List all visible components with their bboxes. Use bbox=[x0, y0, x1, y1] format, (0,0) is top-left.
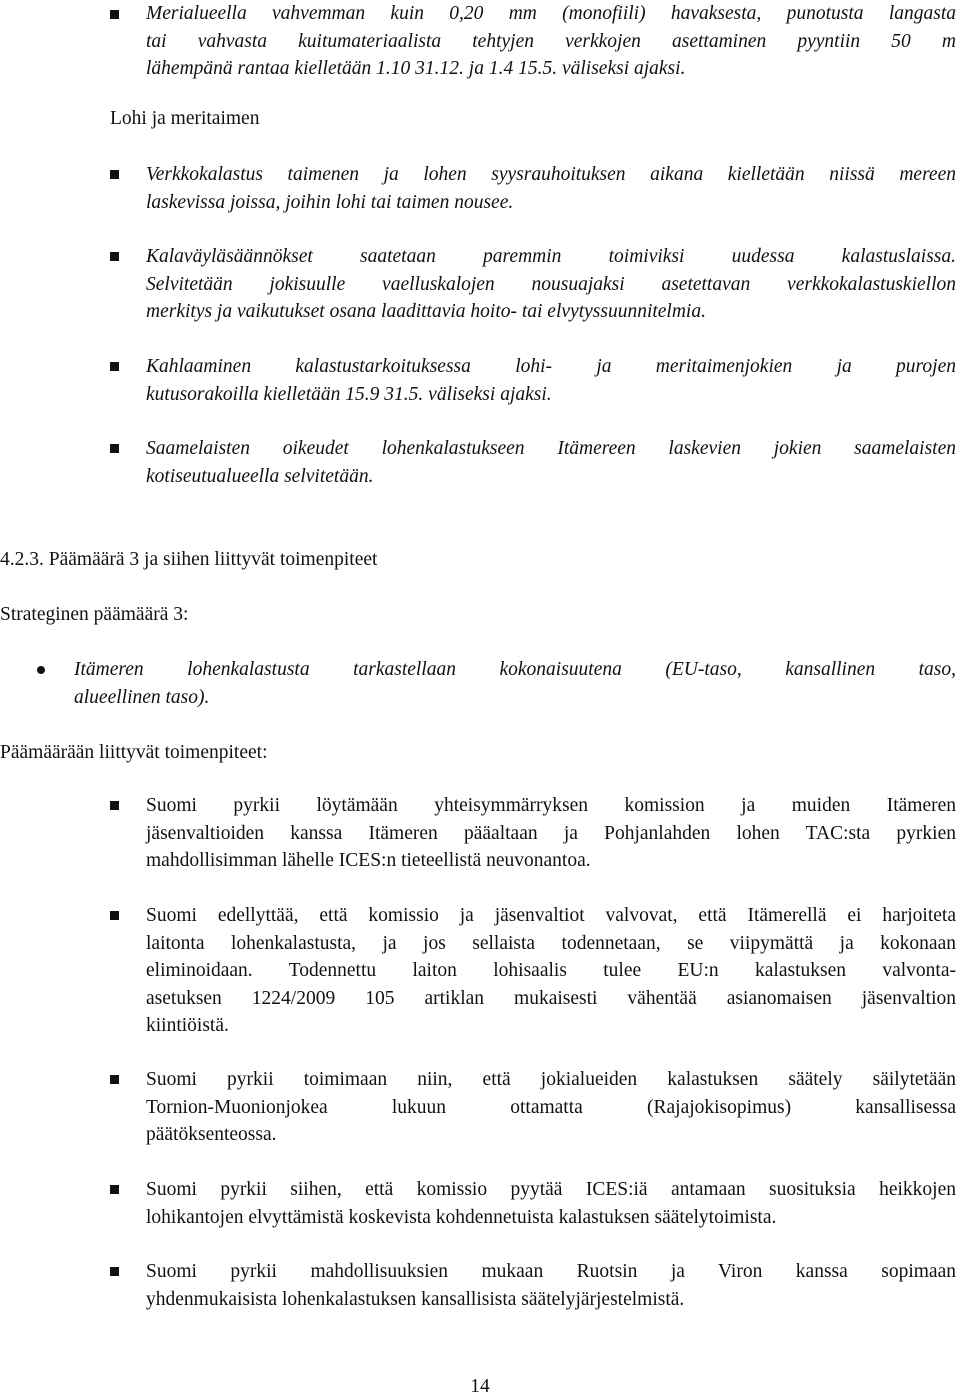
bullet-line: jäsenvaltioiden kanssa Itämeren pääaltaan ja Pohjanlahden lohen TAC:sta pyrkien bbox=[146, 822, 956, 844]
bullet-square-icon bbox=[110, 444, 119, 453]
bullet-line: lohikantojen elvyttämistä koskevista kohdennetuista kalastuksen säätelytoimista. bbox=[146, 1206, 777, 1228]
bullet-square-icon bbox=[110, 362, 119, 371]
measure-paragraph bbox=[146, 1258, 956, 1313]
bullet-line: Verkkokalastus taimenen ja lohen syysrauhoituksen aikana kielletään niissä mereen bbox=[146, 164, 956, 185]
page-number: 14 bbox=[470, 1376, 490, 1397]
bullet-line: lähempänä rantaa kielletään 1.10 31.12. ja 1.4 15.5. väliseksi ajaksi. bbox=[146, 58, 686, 80]
bullet-square-icon bbox=[110, 252, 119, 261]
bullet-line: laskevissa joissa, joihin lohi tai taimen nousee. bbox=[146, 191, 514, 213]
bullet-line: asetuksen 1224/2009 105 artiklan mukaisesti vähentää asianomaisen jäsenvaltion bbox=[146, 987, 956, 1009]
bullet-line: eliminoidaan. Todennettu laiton lohisaalis tulee EU:n kalastuksen valvonta- bbox=[146, 960, 956, 982]
bullet-paragraph bbox=[146, 161, 956, 216]
bullet-square-icon bbox=[110, 1075, 119, 1084]
bullet-line: päätöksenteossa. bbox=[146, 1124, 277, 1146]
strategic-goal-label: Strateginen päämäärä 3: bbox=[0, 604, 189, 625]
bullet-line: Itämeren lohenkalastusta tarkastellaan kokonaisuutena (EU-taso, kansallinen taso, bbox=[74, 659, 956, 680]
strategic-goal-bullet bbox=[74, 656, 956, 711]
bullet-line: yhdenmukaisista lohenkalastuksen kansallisista säätelyjärjestelmistä. bbox=[146, 1288, 685, 1310]
section-heading: 4.2.3. Päämäärä 3 ja siihen liittyvät toimenpiteet bbox=[0, 549, 378, 570]
bullet-line: merkitys ja vaikutukset osana laadittavia hoito- tai elvytyssuunnitelmia. bbox=[146, 301, 706, 323]
bullet-square-icon bbox=[110, 911, 119, 920]
bullet-line: Suomi pyrkii löytämään yhteisymmärryksen komission ja muiden Itämeren bbox=[146, 795, 956, 816]
bullet-paragraph bbox=[146, 435, 956, 490]
bullet-square-icon bbox=[110, 1185, 119, 1194]
bullet-line: Suomi pyrkii toimimaan niin, että jokialueiden kalastuksen säätely säilytetään bbox=[146, 1069, 956, 1090]
measure-paragraph bbox=[146, 792, 956, 875]
bullet-line: kiintiöistä. bbox=[146, 1015, 229, 1037]
bullet-line: Suomi edellyttää, että komissio ja jäsenvaltiot valvovat, että Itämerellä ei harjoiteta bbox=[146, 905, 956, 926]
bullet-line: Saamelaisten oikeudet lohenkalastukseen Itämereen laskevien jokien saamelaisten bbox=[146, 438, 956, 459]
bullet-line: Selvitetään jokisuulle vaelluskalojen nousuajaksi asetettavan verkkokalastuskiellon bbox=[146, 273, 956, 295]
bullet-line: Tornion-Muonionjokea lukuun ottamatta (Rajajokisopimus) kansallisessa bbox=[146, 1096, 956, 1118]
bullet-line: alueellinen taso). bbox=[74, 686, 210, 708]
bullet-line: kutusorakoilla kielletään 15.9 31.5. väliseksi ajaksi. bbox=[146, 383, 552, 405]
bullet-dot-icon bbox=[37, 666, 45, 674]
bullet-line: Suomi pyrkii siihen, että komissio pyytää ICES:iä antamaan suosituksia heikkojen bbox=[146, 1179, 956, 1200]
measure-paragraph bbox=[146, 902, 956, 1040]
bullet-square-icon bbox=[110, 1267, 119, 1276]
measures-label: Päämäärään liittyvät toimenpiteet: bbox=[0, 742, 268, 763]
bullet-square-icon bbox=[110, 801, 119, 810]
bullet-line: Suomi pyrkii mahdollisuuksien mukaan Ruotsin ja Viron kanssa sopimaan bbox=[146, 1261, 956, 1282]
bullet-line: kotiseutualueella selvitetään. bbox=[146, 465, 374, 487]
bullet-line: mahdollisimman lähelle ICES:n tieteellistä neuvonantoa. bbox=[146, 850, 591, 872]
bullet-square-icon bbox=[110, 10, 119, 19]
subheading-lohi: Lohi ja meritaimen bbox=[110, 108, 260, 129]
bullet-square-icon bbox=[110, 170, 119, 179]
bullet-line: Kahlaaminen kalastustarkoituksessa lohi- ja meritaimenjokien ja purojen bbox=[146, 356, 956, 377]
measure-paragraph bbox=[146, 1176, 956, 1231]
bullet-paragraph bbox=[146, 0, 956, 83]
bullet-line: tai vahvasta kuitumateriaalista tehtyjen verkkojen asettaminen pyyntiin 50 m bbox=[146, 30, 956, 52]
bullet-paragraph bbox=[146, 353, 956, 408]
bullet-line: laitonta lohenkalastusta, ja jos sellaista todennetaan, se viipymättä ja kokonaan bbox=[146, 932, 956, 954]
measure-paragraph bbox=[146, 1066, 956, 1149]
bullet-line: Merialueella vahvemman kuin 0,20 mm (monofiili) havaksesta, punotusta langasta bbox=[146, 3, 956, 24]
bullet-paragraph bbox=[146, 243, 956, 326]
bullet-line: Kalaväyläsäännökset saatetaan paremmin toimiviksi uudessa kalastuslaissa. bbox=[146, 246, 956, 267]
